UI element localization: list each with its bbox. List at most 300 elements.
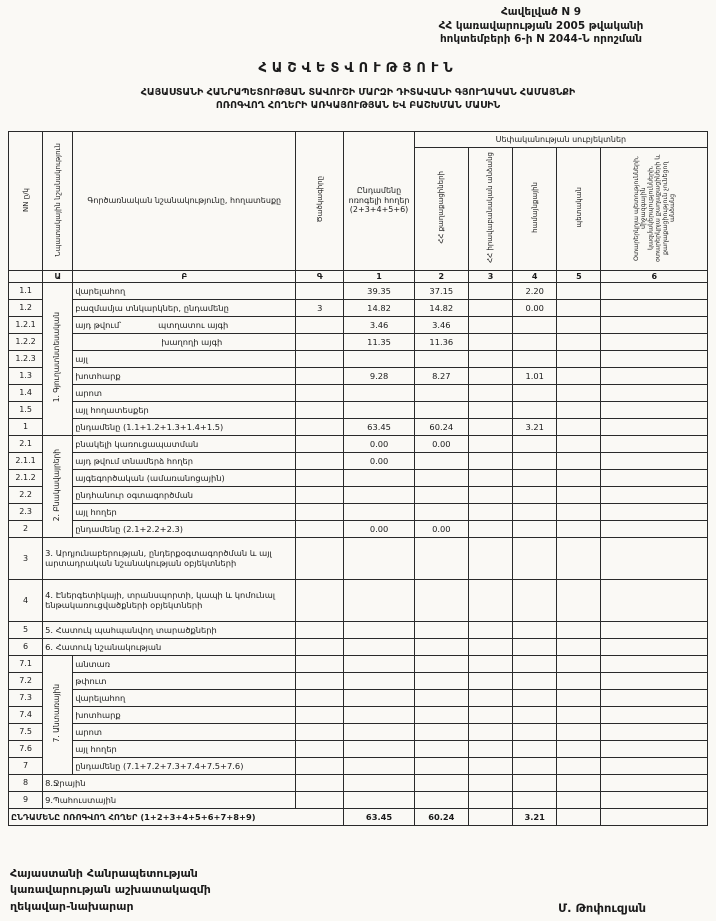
value-cell: 63.45 [344, 808, 414, 825]
value-cell: 0.00 [344, 520, 414, 537]
value-cell [557, 689, 601, 706]
table-row [9, 282, 708, 299]
value-cell [513, 655, 557, 672]
value-cell [557, 503, 601, 520]
row-label-cell: խոտհարք [73, 367, 296, 384]
value-cell [557, 774, 601, 791]
row-label-cell: արոտ [73, 723, 296, 740]
report-table [8, 131, 708, 826]
value-cell [557, 418, 601, 435]
value-cell [557, 706, 601, 723]
value-cell [557, 791, 601, 808]
table-row [9, 452, 708, 469]
table-row [9, 621, 708, 638]
value-cell [344, 774, 414, 791]
value-cell [601, 740, 708, 757]
value-cell [601, 791, 708, 808]
value-cell [468, 418, 512, 435]
value-cell [344, 757, 414, 774]
value-cell [468, 706, 512, 723]
value-cell [601, 757, 708, 774]
value-cell [557, 401, 601, 418]
value-cell [468, 757, 512, 774]
value-cell [468, 774, 512, 791]
value-cell [344, 486, 414, 503]
annex-reference [376, 6, 706, 47]
value-cell [414, 791, 468, 808]
value-cell [513, 706, 557, 723]
value-cell [344, 537, 414, 579]
code-cell [296, 418, 344, 435]
row-label-cell: խաղողի այգի [73, 333, 296, 350]
code-cell [296, 486, 344, 503]
row-label-cell: թփուտ [73, 672, 296, 689]
col-header-nn: NN ը/կ [9, 131, 43, 270]
value-cell [468, 689, 512, 706]
value-cell [601, 486, 708, 503]
row-number-cell: 7 [9, 757, 43, 774]
value-cell [601, 520, 708, 537]
letter-cell: 2 [414, 270, 468, 282]
code-cell [296, 452, 344, 469]
letter-cell: Բ [73, 270, 296, 282]
value-cell [513, 333, 557, 350]
value-cell: 0.00 [344, 435, 414, 452]
row-label-cell: վարելահող [73, 282, 296, 299]
value-cell [468, 723, 512, 740]
value-cell [468, 579, 512, 621]
letter-cell: Գ [296, 270, 344, 282]
row-number-cell: 2.1.1 [9, 452, 43, 469]
letter-cell: 6 [601, 270, 708, 282]
signatory-title-block [10, 866, 211, 916]
value-cell [557, 367, 601, 384]
value-cell [414, 384, 468, 401]
row-number-cell: 7.4 [9, 706, 43, 723]
row-label-cell: բազմամյա տնկարկներ, ընդամենը [73, 299, 296, 316]
row-number-cell: 1.2.2 [9, 333, 43, 350]
col-header-code: Ծածկագիրը [296, 131, 344, 270]
value-cell [414, 740, 468, 757]
document-footer [8, 866, 708, 916]
row-number-cell: 8 [9, 774, 43, 791]
value-cell [557, 333, 601, 350]
value-cell [344, 579, 414, 621]
row-label-cell: ընդհանուր օգտագործման [73, 486, 296, 503]
table-row [9, 350, 708, 367]
code-cell [296, 706, 344, 723]
value-cell: 3.46 [414, 316, 468, 333]
value-cell [344, 791, 414, 808]
value-cell [468, 299, 512, 316]
row-number-cell: 1.5 [9, 401, 43, 418]
value-cell [468, 401, 512, 418]
row-number-cell: 4 [9, 579, 43, 621]
table-row [9, 469, 708, 486]
value-cell [468, 672, 512, 689]
table-row [9, 579, 708, 621]
table-row [9, 689, 708, 706]
code-cell [296, 401, 344, 418]
value-cell [468, 621, 512, 638]
value-cell [513, 621, 557, 638]
table-row [9, 520, 708, 537]
row-label-cell: այլ [73, 350, 296, 367]
code-cell [296, 689, 344, 706]
value-cell [414, 452, 468, 469]
value-cell [468, 435, 512, 452]
value-cell [557, 621, 601, 638]
value-cell [468, 520, 512, 537]
group-label [43, 655, 73, 774]
value-cell [601, 367, 708, 384]
signatory-line-3: ղեկավար-նախարար [10, 899, 134, 913]
section-label-cell: 9.Պահուստային [43, 791, 296, 808]
code-cell [296, 537, 344, 579]
signature-name: Մ. Թոփուզյան [558, 901, 646, 916]
row-number-cell: 1.2.3 [9, 350, 43, 367]
code-cell: 3 [296, 299, 344, 316]
value-cell [601, 638, 708, 655]
value-cell [557, 537, 601, 579]
annex-line-1: Հավելված N 9 [500, 6, 582, 18]
row-label-cell: այլ հողեր [73, 503, 296, 520]
value-cell [414, 638, 468, 655]
row-number-cell: 1.1 [9, 282, 43, 299]
subtitle-line-1: ՀԱՅԱՍՏԱՆԻ ՀԱՆՐԱՊԵՏՈՒԹՅԱՆ ՏԱՎՈՒՇԻ ՄԱՐԶԻ ԴԻՏԱՎԱՆԻ ԳՅՈՒՂԱԿԱՆ ՀԱՄԱՅՆՔԻ [140, 86, 576, 98]
value-cell [468, 469, 512, 486]
value-cell [468, 333, 512, 350]
row-number-cell: 5 [9, 621, 43, 638]
value-cell [344, 723, 414, 740]
value-cell: 1.01 [513, 367, 557, 384]
table-row [9, 706, 708, 723]
row-number-cell: 2.3 [9, 503, 43, 520]
value-cell [344, 740, 414, 757]
code-cell [296, 655, 344, 672]
table-row [9, 791, 708, 808]
code-cell [296, 757, 344, 774]
value-cell [557, 299, 601, 316]
value-cell [344, 384, 414, 401]
value-cell [468, 350, 512, 367]
value-cell [601, 435, 708, 452]
row-label-cell: ընդամենը (7.1+7.2+7.3+7.4+7.5+7.6) [73, 757, 296, 774]
code-cell [296, 672, 344, 689]
value-cell: 3.46 [344, 316, 414, 333]
section-label-cell: 5. Հատուկ պահպանվող տարածքների [43, 621, 296, 638]
value-cell [468, 367, 512, 384]
letter-cell: 5 [557, 270, 601, 282]
value-cell [414, 401, 468, 418]
code-cell [296, 503, 344, 520]
code-cell [296, 621, 344, 638]
row-label-cell: այգեգործական (ամառանոցային) [73, 469, 296, 486]
value-cell [513, 757, 557, 774]
value-cell [414, 621, 468, 638]
row-number-cell: 1.3 [9, 367, 43, 384]
grand-total-label: ԸՆԴԱՄԵՆԸ ՈՌՈԳՎՈՂ ՀՈՂԵՐ (1+2+3+4+5+6+7+8+9) [9, 808, 344, 825]
value-cell [557, 316, 601, 333]
value-cell [601, 723, 708, 740]
table-header [9, 131, 708, 282]
code-cell [296, 723, 344, 740]
value-cell: 11.35 [344, 333, 414, 350]
table-row [9, 333, 708, 350]
value-cell [344, 401, 414, 418]
value-cell: 3.21 [513, 418, 557, 435]
code-cell [296, 520, 344, 537]
table-row [9, 367, 708, 384]
value-cell [557, 384, 601, 401]
value-cell [601, 350, 708, 367]
value-cell [468, 486, 512, 503]
code-cell [296, 638, 344, 655]
value-cell [344, 689, 414, 706]
col-header-functional: Գործառնական նշանակությունը, հողատեսքը [73, 131, 296, 270]
value-cell [414, 689, 468, 706]
value-cell: 39.35 [344, 282, 414, 299]
table-row [9, 723, 708, 740]
value-cell [414, 774, 468, 791]
value-cell [344, 638, 414, 655]
row-number-cell: 1.4 [9, 384, 43, 401]
value-cell [344, 503, 414, 520]
annex-line-3: հոկտեմբերի 6-ի N 2044-Ն որոշման [439, 33, 643, 46]
value-cell [468, 537, 512, 579]
col-header-total-irrigated: Ընդամենը ոռոգելի հողեր (2+3+4+5+6) [344, 131, 414, 270]
document-title: ՀԱՇՎԵՏՎՈՒԹՅՈՒՆ [258, 60, 458, 76]
col-header-foreign: Օտարերկրյա պետությունների, միջազգային կազմակերպությունների, օտարերկրյա քաղաքացիների և քաղաքացիություն չունեցող անձանց [601, 147, 708, 270]
value-cell [414, 350, 468, 367]
table-row [9, 486, 708, 503]
col-header-citizens: ՀՀ քաղաքացիների [414, 147, 468, 270]
value-cell: 9.28 [344, 367, 414, 384]
code-cell [296, 282, 344, 299]
row-label-cell: այլ հողեր [73, 740, 296, 757]
value-cell [513, 452, 557, 469]
table-row [9, 384, 708, 401]
subtitle-line-2: ՈՌՈԳՎՈՂ ՀՈՂԵՐԻ ԱՌԿԱՅՈՒԹՅԱՆ ԵՎ ԲԱՇԽՄԱՆ ՄԱՍԻՆ [215, 100, 501, 112]
value-cell [344, 469, 414, 486]
row-number-cell: 1.2 [9, 299, 43, 316]
code-cell [296, 316, 344, 333]
row-label-cell: այդ թվում տնամերձ հողեր [73, 452, 296, 469]
letter-cell [9, 270, 43, 282]
value-cell [414, 486, 468, 503]
value-cell [601, 469, 708, 486]
value-cell [601, 316, 708, 333]
value-cell [468, 316, 512, 333]
code-cell [296, 469, 344, 486]
row-label-cell: արոտ [73, 384, 296, 401]
value-cell [557, 655, 601, 672]
value-cell [344, 672, 414, 689]
table-row [9, 418, 708, 435]
row-number-cell: 6 [9, 638, 43, 655]
letter-cell: 4 [513, 270, 557, 282]
value-cell [601, 282, 708, 299]
code-cell [296, 740, 344, 757]
value-cell [557, 435, 601, 452]
table-row [9, 808, 708, 825]
value-cell [414, 672, 468, 689]
value-cell [513, 638, 557, 655]
value-cell: 0.00 [414, 520, 468, 537]
row-label-cell: այլ հողատեսքեր [73, 401, 296, 418]
value-cell: 0.00 [414, 435, 468, 452]
table-row [9, 655, 708, 672]
value-cell [557, 740, 601, 757]
value-cell [557, 638, 601, 655]
value-cell [513, 740, 557, 757]
value-cell [513, 435, 557, 452]
section-label-cell: 3. Արդյունաբերության, ընդերքօգտագործման և այլ արտադրական նշանակության օբյեկտների [43, 537, 296, 579]
value-cell [513, 486, 557, 503]
letter-cell: Ա [43, 270, 73, 282]
value-cell [513, 723, 557, 740]
value-cell [557, 672, 601, 689]
value-cell [414, 706, 468, 723]
value-cell [468, 452, 512, 469]
code-cell [296, 367, 344, 384]
row-number-cell: 2.1.2 [9, 469, 43, 486]
row-number-cell: 2.2 [9, 486, 43, 503]
value-cell [513, 579, 557, 621]
code-cell [296, 791, 344, 808]
value-cell: 11.36 [414, 333, 468, 350]
row-label-cell: ընդամենը (1.1+1.2+1.3+1.4+1.5) [73, 418, 296, 435]
value-cell [601, 706, 708, 723]
table-row [9, 435, 708, 452]
row-label-cell: այդ թվում՝ պտղատու այգի [73, 316, 296, 333]
value-cell [601, 655, 708, 672]
value-cell [557, 469, 601, 486]
code-cell [296, 350, 344, 367]
value-cell [513, 316, 557, 333]
value-cell [601, 299, 708, 316]
annex-line-2: ՀՀ կառավարության 2005 թվականի [438, 19, 644, 32]
value-cell [414, 723, 468, 740]
table-row [9, 774, 708, 791]
value-cell: 0.00 [513, 299, 557, 316]
value-cell: 63.45 [344, 418, 414, 435]
value-cell [601, 452, 708, 469]
value-cell [414, 655, 468, 672]
signatory-line-2: կառավարության աշխատակազմի [10, 883, 211, 897]
code-cell [296, 774, 344, 791]
group-label-text: 2. Բնակավայրերի [52, 448, 62, 522]
value-cell [601, 579, 708, 621]
col-header-legal-entities: ՀՀ իրավաբանական անձանց [468, 147, 512, 270]
value-cell [601, 774, 708, 791]
table-row [9, 401, 708, 418]
section-label-cell: 8.Ջրային [43, 774, 296, 791]
value-cell [468, 740, 512, 757]
section-label-cell: 6. Հատուկ նշանակության [43, 638, 296, 655]
value-cell [557, 579, 601, 621]
value-cell [344, 706, 414, 723]
value-cell [513, 384, 557, 401]
value-cell [601, 503, 708, 520]
code-cell [296, 435, 344, 452]
letter-cell: 1 [344, 270, 414, 282]
group-label-text: 1. Գյուղատնտեսական [52, 312, 62, 403]
value-cell [601, 384, 708, 401]
letter-cell: 3 [468, 270, 512, 282]
table-row [9, 503, 708, 520]
value-cell [601, 808, 708, 825]
table-row [9, 316, 708, 333]
value-cell [601, 621, 708, 638]
value-cell: 14.82 [414, 299, 468, 316]
value-cell [414, 579, 468, 621]
value-cell [468, 808, 512, 825]
value-cell [513, 689, 557, 706]
value-cell [513, 537, 557, 579]
value-cell [557, 452, 601, 469]
value-cell [513, 791, 557, 808]
code-cell [296, 384, 344, 401]
row-number-cell: 2.1 [9, 435, 43, 452]
section-label-cell: 4. Էներգետիկայի, տրանսպորտի, կապի և կոմունալ ենթակառուցվածքների օբյեկտների [43, 579, 296, 621]
value-cell [468, 655, 512, 672]
value-cell [414, 757, 468, 774]
value-cell [468, 282, 512, 299]
row-label-cell: ընդամենը (2.1+2.2+2.3) [73, 520, 296, 537]
value-cell: 37.15 [414, 282, 468, 299]
value-cell [468, 638, 512, 655]
value-cell [344, 655, 414, 672]
table-header-row-top [9, 131, 708, 147]
value-cell [557, 723, 601, 740]
value-cell [513, 469, 557, 486]
value-cell [601, 672, 708, 689]
value-cell [468, 791, 512, 808]
row-number-cell: 2 [9, 520, 43, 537]
value-cell [601, 537, 708, 579]
row-number-cell: 7.1 [9, 655, 43, 672]
value-cell [601, 333, 708, 350]
value-cell [513, 401, 557, 418]
value-cell [344, 350, 414, 367]
value-cell [414, 469, 468, 486]
value-cell: 60.24 [414, 418, 468, 435]
value-cell [513, 350, 557, 367]
value-cell [468, 384, 512, 401]
row-number-cell: 7.3 [9, 689, 43, 706]
value-cell: 14.82 [344, 299, 414, 316]
col-header-purpose: Նպատակային նշանակություն [43, 131, 73, 270]
row-number-cell: 7.2 [9, 672, 43, 689]
col-header-ownership-group: Սեփականության սուբյեկտներ [414, 131, 707, 147]
row-label-cell: վարելահող [73, 689, 296, 706]
value-cell [601, 689, 708, 706]
table-row [9, 638, 708, 655]
value-cell [557, 350, 601, 367]
table-row [9, 757, 708, 774]
value-cell [513, 503, 557, 520]
table-row [9, 672, 708, 689]
value-cell [468, 503, 512, 520]
value-cell [414, 503, 468, 520]
value-cell [513, 774, 557, 791]
value-cell [557, 282, 601, 299]
code-cell [296, 333, 344, 350]
value-cell: 0.00 [344, 452, 414, 469]
row-label-cell: խոտհարք [73, 706, 296, 723]
value-cell [344, 621, 414, 638]
